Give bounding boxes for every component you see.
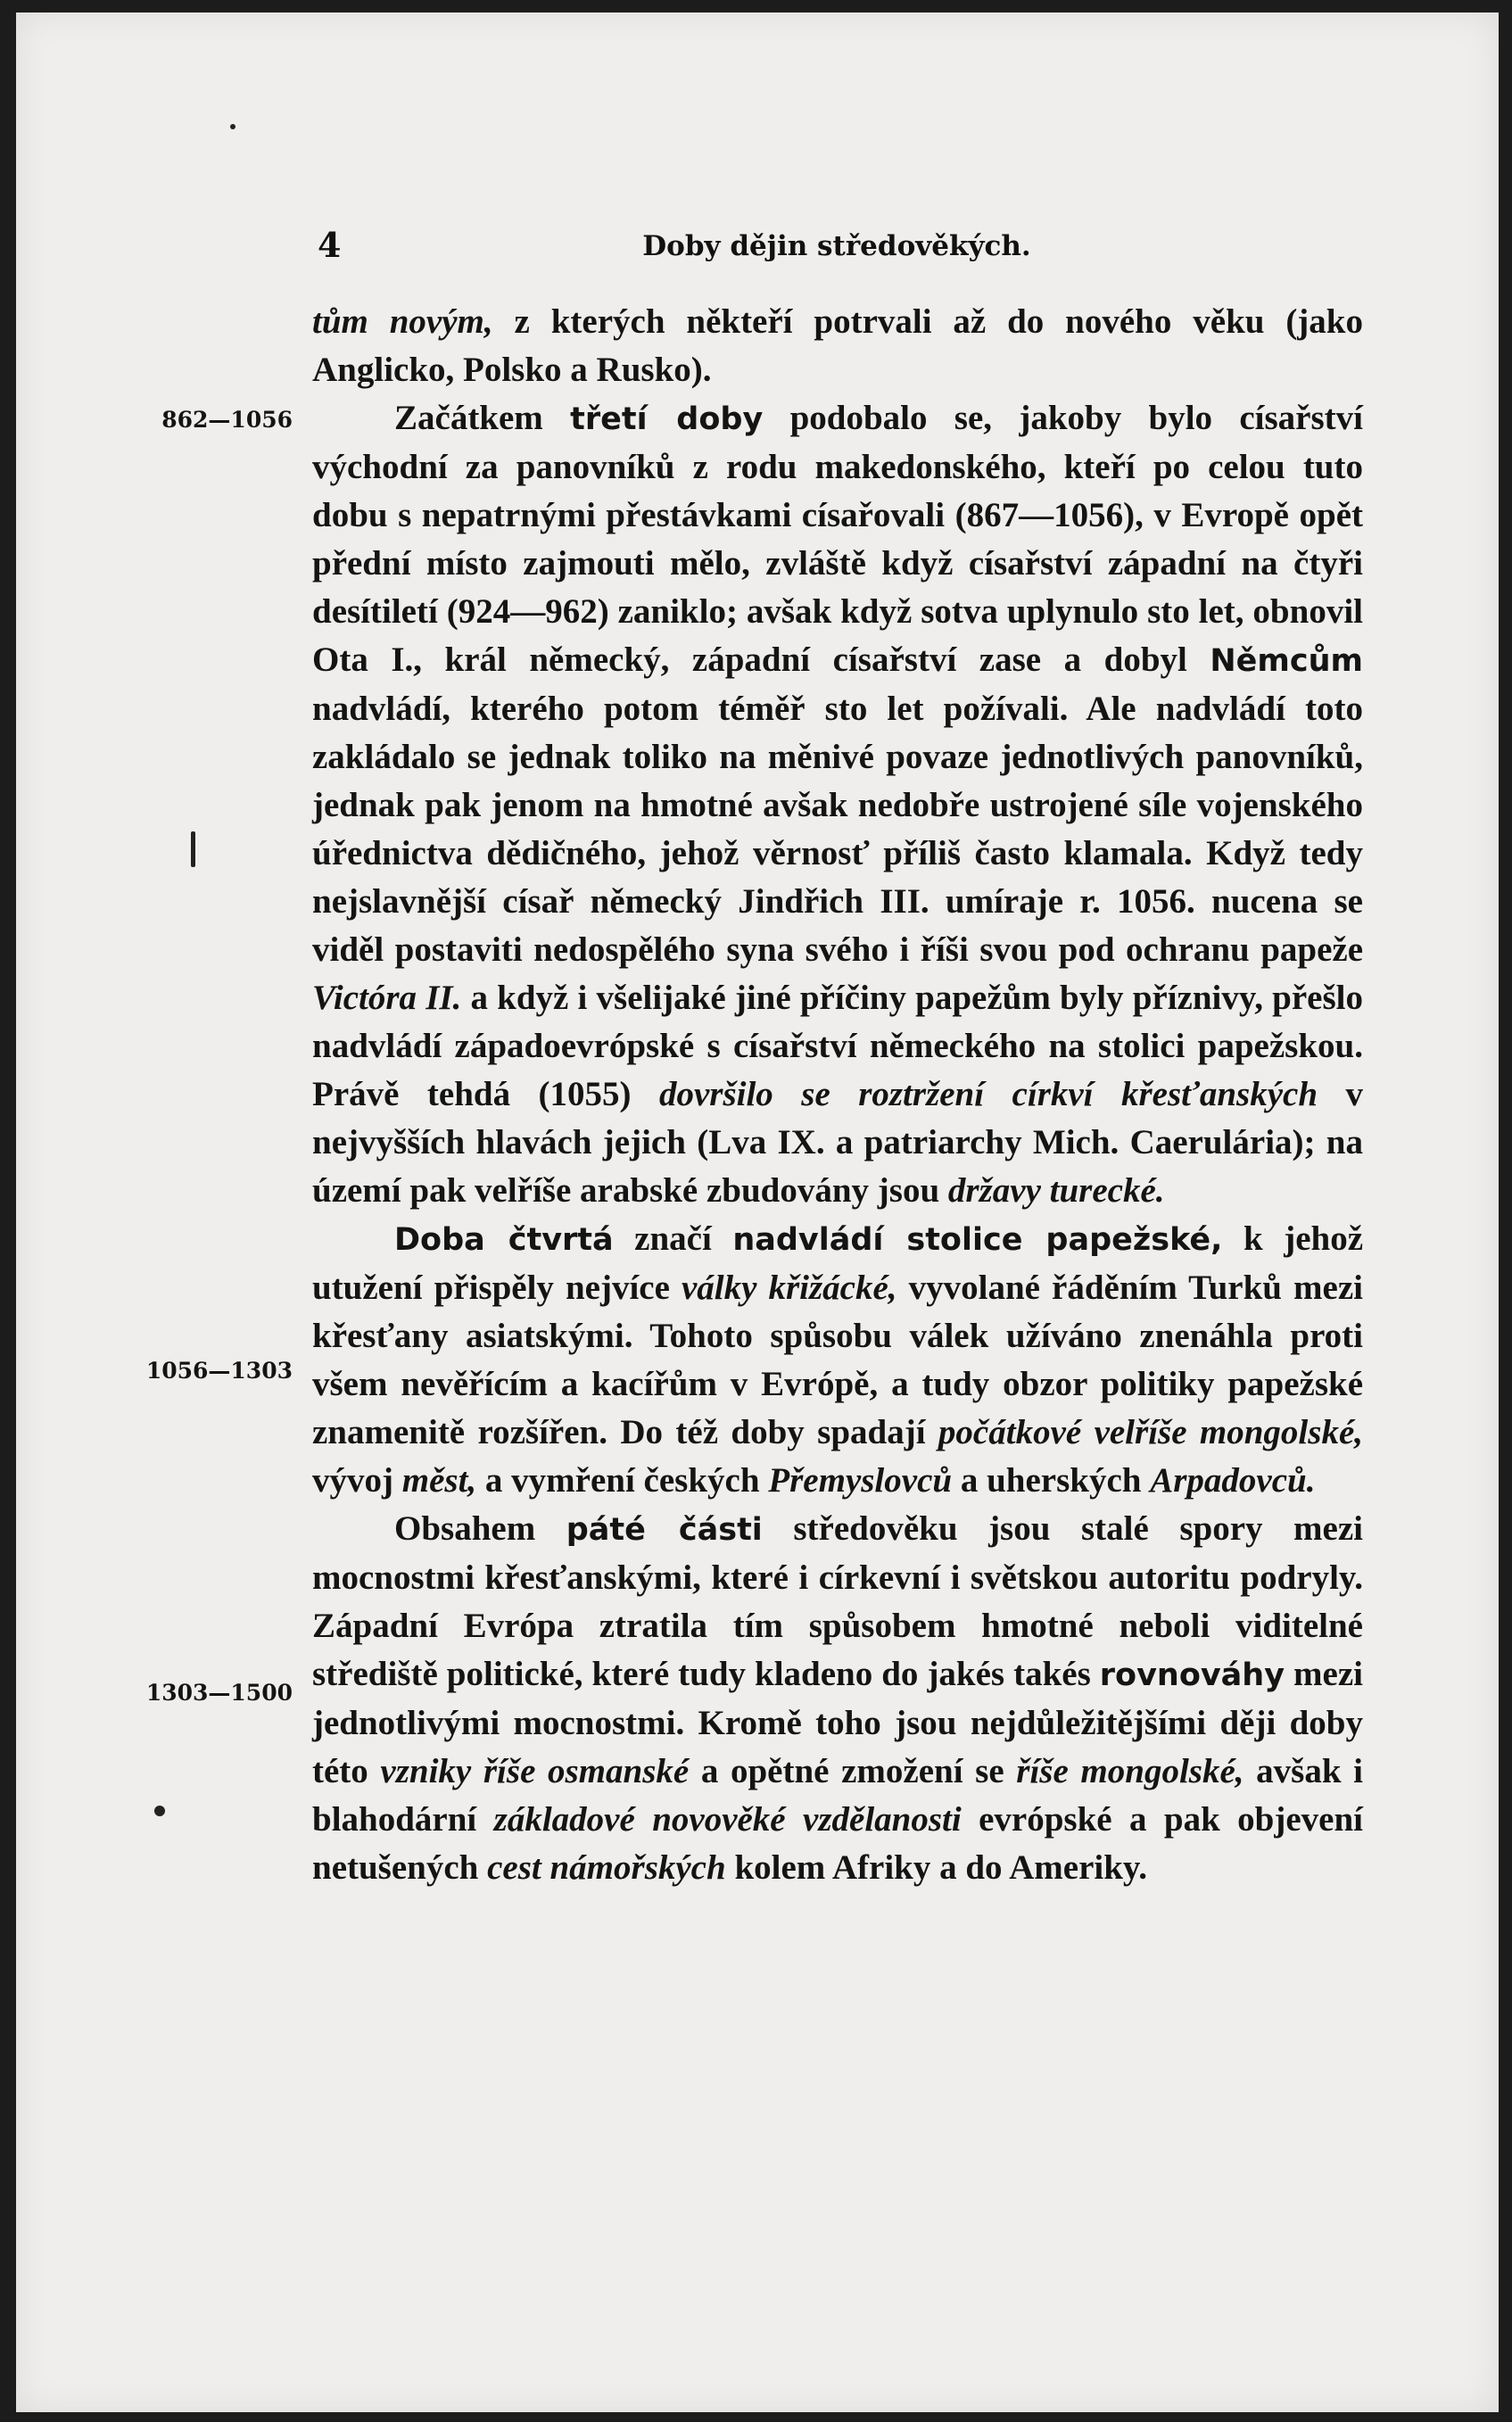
paragraph-third-period bbox=[312, 394, 1363, 1215]
italic-phrase: říše mongolské, bbox=[1016, 1752, 1244, 1790]
text-run: evrópské a pak objevení netušených bbox=[312, 1800, 1364, 1887]
emphasis-term: Němcům bbox=[1210, 643, 1363, 679]
italic-phrase: základové novověké vzdělanosti bbox=[493, 1800, 962, 1839]
margin-date-1: 862—1056 bbox=[161, 407, 293, 433]
paragraph-fifth-period bbox=[312, 1505, 1363, 1892]
italic-phrase: cest námořských bbox=[487, 1848, 726, 1887]
text-run: středověku jsou stalé spory mezi mocnostmi křesťanskými, které i církevní i světskou autoritu podryly. Západní Evrópa ztratila tím spůsobem hmotné neboli viditelné střediště politické, které tudy kladeno do jakés takés bbox=[312, 1509, 1363, 1693]
margin-date-2: 1056—1303 bbox=[145, 1358, 293, 1384]
text-run: a vymření českých bbox=[476, 1461, 769, 1500]
emphasis-term: nadvládí stolice papežské, bbox=[732, 1222, 1223, 1258]
text-run: podobalo se, jakoby bylo císařství východní za panovníků z rodu makedonského, kteří po celou tuto dobu s nepatrnými přestávkami císařovali (867—1056), v Evropě opět přední místo zajmouti mělo, zvláště když císařství západní na čtyři desítiletí (924—962) zaniklo; avšak když sotva uplynulo sto let, obnovil Ota I., král německý, západní císařství zase a dobyl bbox=[312, 399, 1363, 679]
italic-phrase: tům novým, bbox=[312, 302, 493, 341]
italic-phrase: vzniky říše osmanské bbox=[380, 1752, 690, 1790]
page-header bbox=[310, 225, 1363, 269]
text-run: kolem Afriky a do Ameriky. bbox=[725, 1848, 1148, 1887]
text-run: a opětné zmožení se bbox=[689, 1752, 1017, 1790]
text-run: a když i všelijaké jiné příčiny papežům byly příznivy, přešlo nadvládí západoevrópské s císařství německého na stolici papežskou. Právě tehdá (1055) bbox=[312, 979, 1363, 1113]
emphasis-term: rovnováhy bbox=[1099, 1657, 1285, 1693]
italic-phrase: měst, bbox=[401, 1461, 477, 1500]
running-title: Doby dějin středověkých. bbox=[642, 230, 1031, 262]
text-run: Obsahem bbox=[394, 1509, 566, 1548]
text-run: značí bbox=[613, 1219, 733, 1258]
text-run: mezi jednotlivými mocnostmi. Kromě toho jsou nejdůležitějšími ději doby této bbox=[312, 1655, 1363, 1790]
book-page bbox=[16, 12, 1499, 2412]
emphasis-term: třetí doby bbox=[570, 401, 764, 437]
italic-phrase: počátkové velříše mongolské, bbox=[938, 1413, 1363, 1451]
text-run: avšak i blahodární bbox=[312, 1752, 1363, 1839]
emphasis-term: páté části bbox=[566, 1512, 763, 1548]
text-run: nadvládí, kterého potom téměř sto let požívali. Ale nadvládí toto zakládalo se jednak toliko na měnivé povaze jednotlivých panovníků, jednak pak jenom na hmotné avšak nedobře ustrojené síle vojenského úřednictva dědičného, jehož věrnosť příliš často klamala. Když tedy nejslavnější císař německý Jindřich III. umíraje r. 1056. nucena se viděl postaviti nedospělého syna svého i říši svou pod ochranu papeže bbox=[312, 690, 1363, 969]
page-number: 4 bbox=[318, 225, 342, 265]
text-run: a uherských bbox=[952, 1461, 1151, 1500]
italic-phrase: války křižácké, bbox=[681, 1269, 897, 1307]
text-run: v nejvyšších hlavách jejich (Lva IX. a patriarchy Mich. Caerulária); na území pak velříše arabské zbudovány jsou bbox=[312, 1075, 1363, 1210]
italic-phrase: Přemyslovců bbox=[768, 1461, 953, 1500]
margin-speck bbox=[230, 124, 235, 129]
emphasis-term: Doba čtvrtá bbox=[394, 1222, 614, 1258]
italic-phrase: Victóra II. bbox=[312, 979, 462, 1017]
margin-date-3: 1303—1500 bbox=[145, 1680, 293, 1706]
italic-phrase: državy turecké. bbox=[947, 1171, 1165, 1210]
body-text bbox=[312, 298, 1363, 1892]
text-run: k jehož utužení přispěly nejvíce bbox=[312, 1219, 1364, 1307]
text-run: z kterých někteří potrvali až do nového věku (jako Anglicko, Polsko a Rusko). bbox=[312, 302, 1363, 389]
paragraph-continuation bbox=[312, 298, 1363, 394]
text-run: Začátkem bbox=[394, 399, 571, 437]
text-run: vyvolané řáděním Turků mezi křesťany asiatskými. Tohoto spůsobu válek užíváno znenáhla proti všem nevěřícím a kacířům v Evrópě, a tudy obzor politiky papežské znamenitě rozšířen. Do též doby spadají bbox=[312, 1269, 1363, 1451]
italic-phrase: Arpadovců. bbox=[1150, 1461, 1316, 1500]
italic-phrase: dovršilo se roztržení církví křesťanských bbox=[658, 1075, 1318, 1113]
margin-mark bbox=[191, 831, 195, 867]
paragraph-fourth-period bbox=[312, 1215, 1363, 1505]
margin-speck bbox=[154, 1806, 165, 1816]
text-run: vývoj bbox=[312, 1461, 402, 1500]
